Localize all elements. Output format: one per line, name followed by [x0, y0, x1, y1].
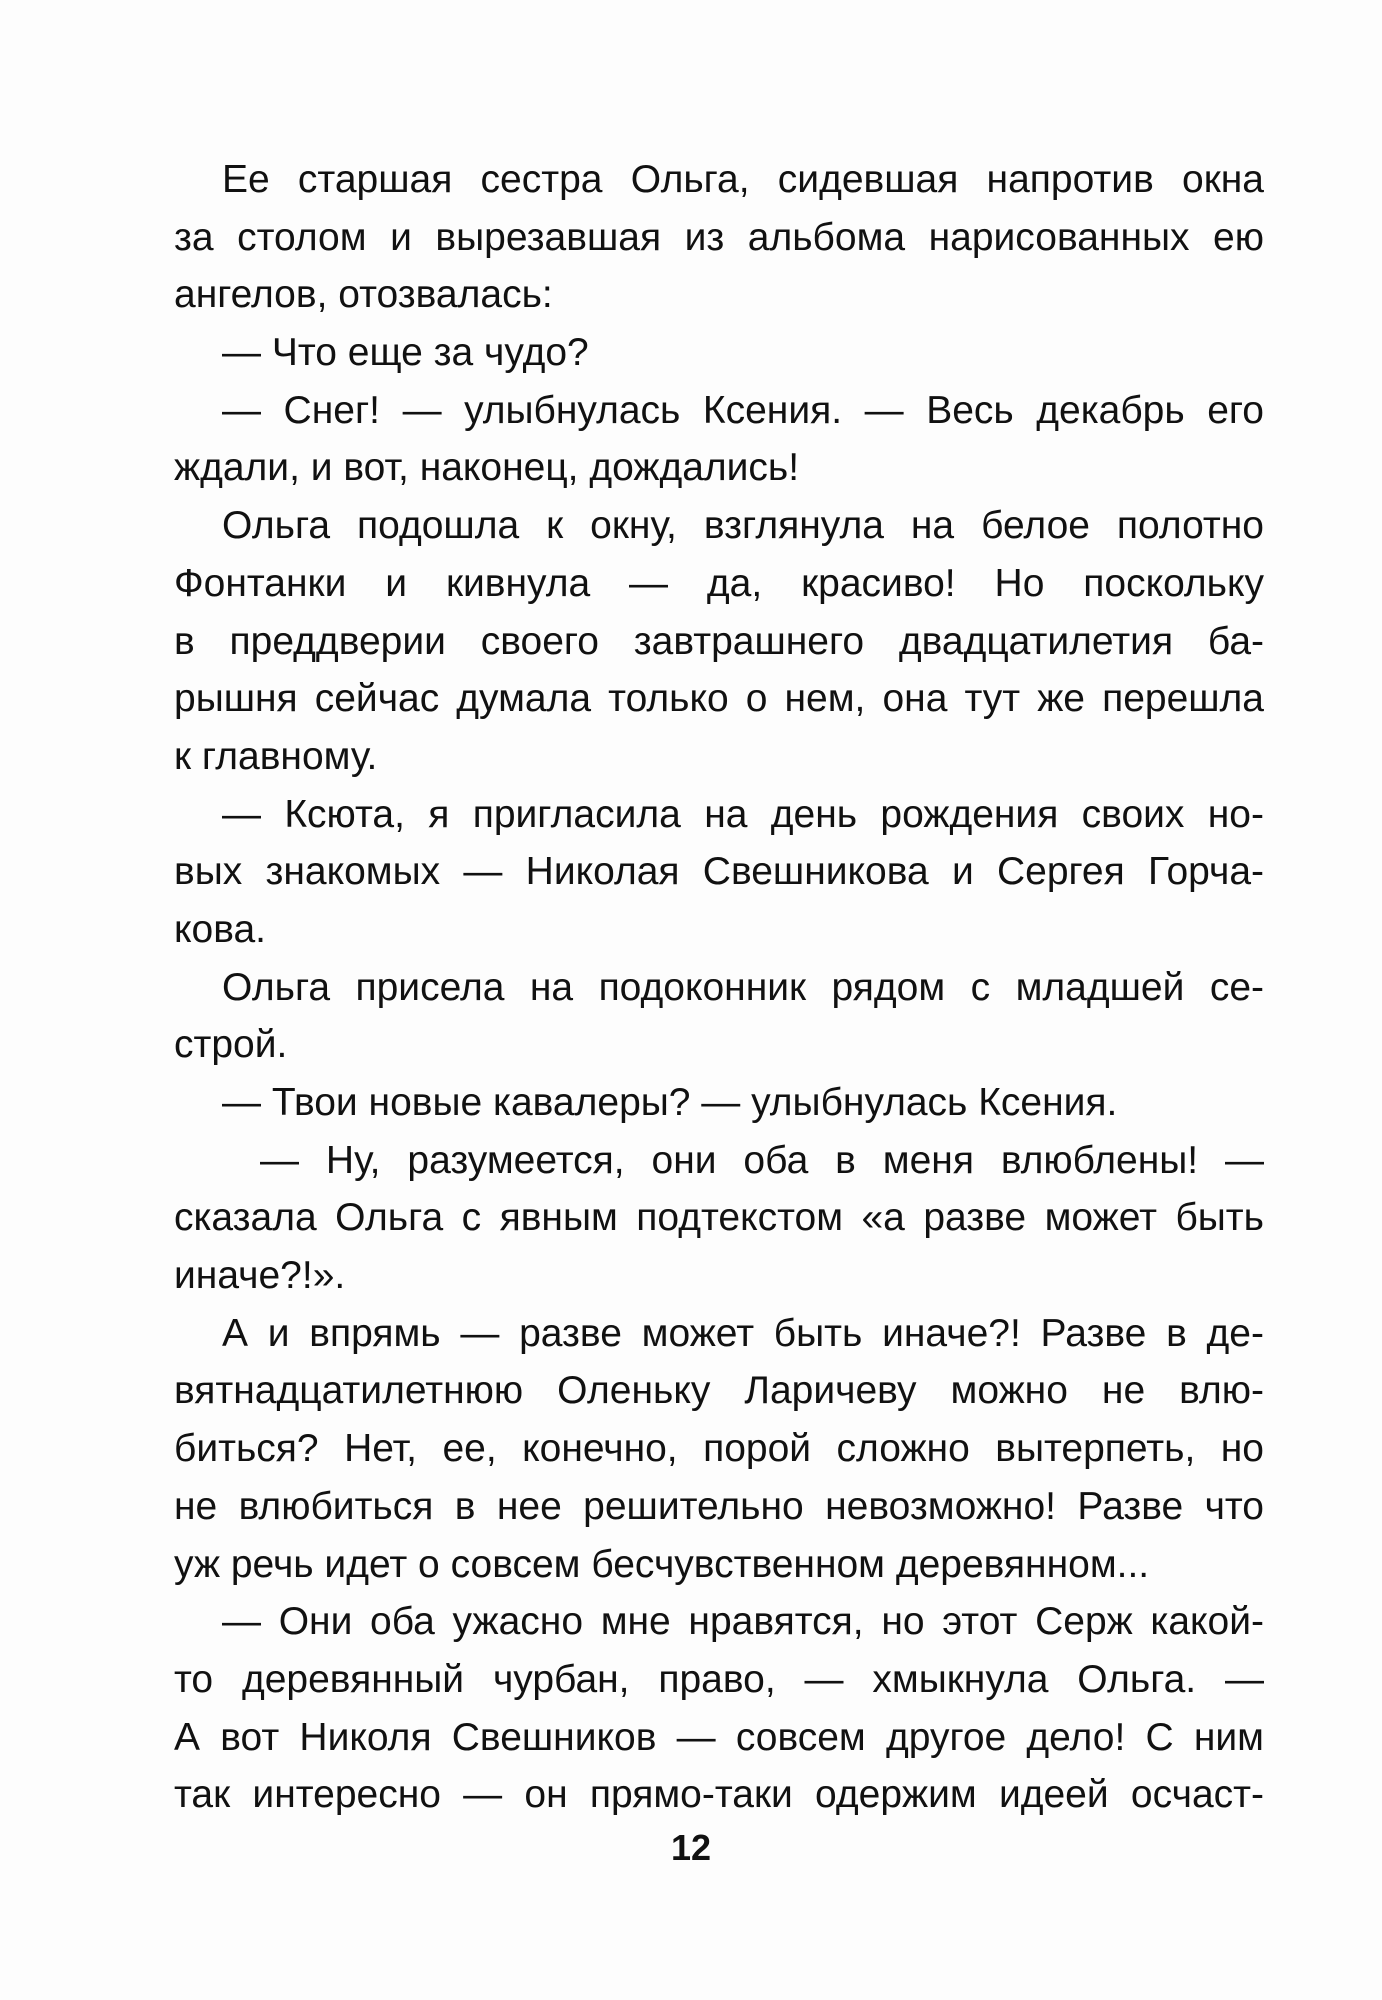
- text-line: А и впрямь — разве может быть иначе?! Разве в де-: [222, 1311, 1264, 1355]
- text-line: за столом и вырезавшая из альбома нарисованных ею: [174, 215, 1264, 259]
- text-line: — Что еще за чудо?: [222, 331, 589, 375]
- text-line: ангелов, отозвалась:: [174, 273, 553, 317]
- text-line: — Твои новые кавалеры? — улыбнулась Ксения.: [222, 1081, 1118, 1124]
- text-line: иначе?!».: [174, 1254, 346, 1298]
- page-number: 12: [670, 1827, 712, 1868]
- text-line: к главному.: [174, 734, 378, 778]
- text-line: — Они оба ужасно мне нравятся, но этот Серж какой-: [222, 1600, 1264, 1644]
- text-line: так интересно — он прямо-таки одержим идеей осчаст-: [174, 1773, 1264, 1817]
- text-line: А вот Николя Свешников — совсем другое дело! С ним: [174, 1715, 1264, 1759]
- text-line: — Ну, разумеется, они оба в меня влюблены! —: [260, 1138, 1264, 1182]
- text-line: то деревянный чурбан, право, — хмыкнула Ольга. —: [174, 1657, 1264, 1701]
- text-line: биться? Нет, ее, конечно, порой сложно вытерпеть, но: [174, 1427, 1264, 1471]
- text-line: уж речь идет о совсем бесчувственном деревянном...: [174, 1542, 1150, 1586]
- text-line: кова.: [174, 907, 266, 951]
- text-line: не влюбиться в нее решительно невозможно! Разве что: [174, 1484, 1264, 1528]
- text-line: в преддверии своего завтрашнего двадцатилетия ба-: [174, 619, 1264, 663]
- text-line: строй.: [174, 1023, 288, 1067]
- text-line: вятнадцатилетнюю Оленьку Ларичеву можно не влю-: [174, 1369, 1264, 1413]
- text-line: Ольга подошла к окну, взглянула на белое полотно: [222, 504, 1264, 548]
- text-line: Ольга присела на подоконник рядом с младшей се-: [222, 965, 1264, 1009]
- text-line: — Ксюта, я пригласила на день рождения своих но-: [222, 792, 1264, 836]
- text-line: ждали, и вот, наконец, дождались!: [174, 446, 800, 490]
- body-text: [174, 151, 1264, 1824]
- text-line: Фонтанки и кивнула — да, красиво! Но поскольку: [174, 561, 1264, 605]
- text-line: сказала Ольга с явным подтекстом «а разве может быть: [174, 1196, 1264, 1240]
- text-line: вых знакомых — Николая Свешникова и Сергея Горча-: [174, 850, 1264, 894]
- text-line: — Снег! — улыбнулась Ксения. — Весь декабрь его: [222, 388, 1264, 432]
- text-line: Ее старшая сестра Ольга, сидевшая напротив окна: [222, 158, 1264, 201]
- text-line: рышня сейчас думала только о нем, она тут же перешла: [174, 677, 1264, 721]
